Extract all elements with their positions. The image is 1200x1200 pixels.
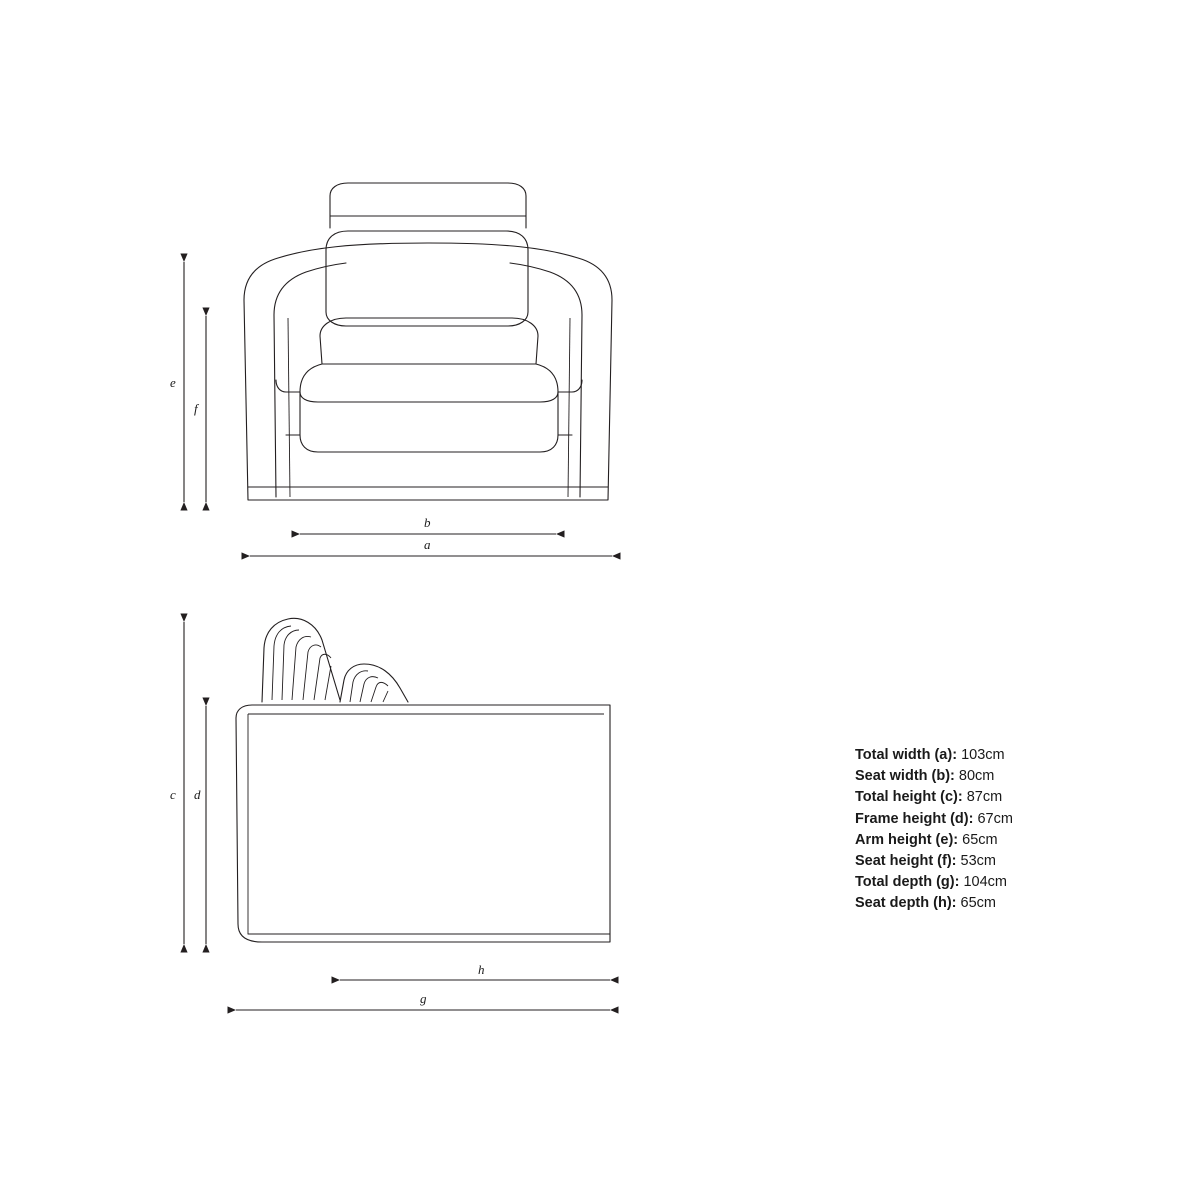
spec-value: 103cm xyxy=(961,747,1005,763)
spec-row-seat-depth xyxy=(855,893,1175,914)
spec-row-total-depth xyxy=(855,872,1175,893)
spec-value: 65cm xyxy=(960,895,996,912)
spec-row-total-width xyxy=(855,745,1175,766)
spec-label: Arm height (e): xyxy=(855,831,959,848)
spec-value: 87cm xyxy=(966,789,1003,806)
dim-letter-d: d xyxy=(194,787,201,802)
spec-label: Seat width (b): xyxy=(855,768,955,785)
spec-value: 67cm xyxy=(977,810,1013,827)
front-view xyxy=(170,183,612,556)
specification-list xyxy=(855,745,1175,915)
dim-letter-a: a xyxy=(424,537,431,552)
spec-value: 80cm xyxy=(958,768,995,785)
spec-label: Total depth (g): xyxy=(855,874,960,891)
dim-letter-h: h xyxy=(478,962,485,977)
spec-label: Seat height (f): xyxy=(855,853,957,870)
dim-letter-b: b xyxy=(424,515,431,530)
spec-label: Total height (c): xyxy=(855,789,963,806)
spec-row-seat-width xyxy=(855,766,1175,787)
spec-value: 65cm xyxy=(962,831,998,848)
spec-label: Seat depth (h): xyxy=(855,895,957,912)
spec-row-seat-height xyxy=(855,851,1175,872)
spec-label: Total width (a): xyxy=(855,747,958,763)
dim-letter-e: e xyxy=(170,375,176,390)
dim-letter-f: f xyxy=(194,401,198,416)
spec-value: 53cm xyxy=(960,853,996,870)
spec-row-arm-height xyxy=(855,830,1175,851)
spec-label: Frame height (d): xyxy=(855,810,974,827)
dim-letter-g: g xyxy=(420,991,427,1006)
dim-letter-c: c xyxy=(170,787,176,802)
spec-row-frame-height xyxy=(855,809,1175,830)
spec-row-total-height xyxy=(855,787,1175,808)
side-view xyxy=(170,618,610,1010)
spec-value: 104cm xyxy=(963,874,1007,891)
